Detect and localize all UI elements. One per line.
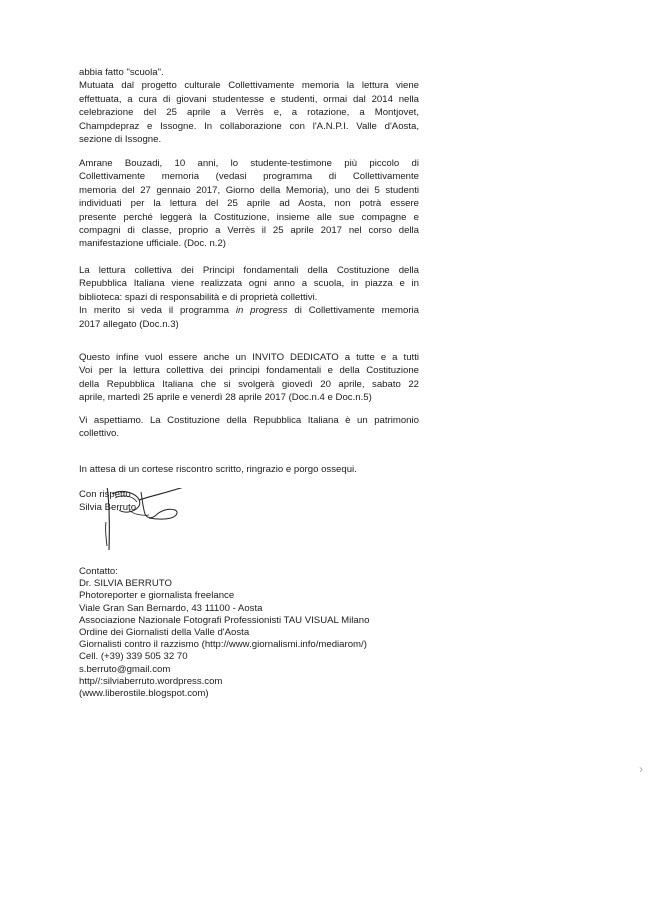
text-line: presente perché leggerà la Costituzione, insieme alle sue compagne e: [79, 211, 419, 223]
paragraph-collettivamente-memoria: [79, 66, 419, 146]
text-line: Mutuata dal progetto culturale Collettivamente memoria la lettura viene: [79, 80, 419, 92]
paragraph-closing: [79, 463, 419, 476]
contact-block: [79, 566, 499, 700]
text-line: Vi aspettiamo. La Costituzione della Repubblica Italiana è un patrimonio: [79, 415, 419, 426]
paragraph-amrane-bouzadi: [79, 157, 419, 251]
contact-name: Dr. SILVIA BERRUTO: [79, 578, 172, 590]
text-line: manifestazione ufficiale. (Doc. n.2): [79, 238, 226, 250]
scan-artifact-icon: ›: [639, 762, 643, 776]
text-line: Collettivamente memoria (vedasi programma di Collettivamente: [79, 171, 419, 183]
text-line: Voi per la lettura collettiva dei principi fondamentali e della Costituzione: [79, 365, 419, 377]
signature-name: Silvia Berruto: [79, 502, 137, 514]
contact-network: Giornalisti contro il razzismo (http://www.giornalismi.info/mediarom/): [79, 639, 367, 651]
text-line: Amrane Bouzadi, 10 anni, lo studente-testimone più piccolo di: [79, 158, 419, 169]
program-suffix: di Collettivamente memoria: [287, 305, 419, 317]
signature-block: [79, 488, 189, 554]
text-line: compagni di classe, proprio a Verrès il 25 aprile 2017 nel corso della: [79, 225, 419, 237]
text-line: aprile, martedì 25 aprile e venerdì 28 aprile 2017 (Doc.n.4 e Doc.n.5): [79, 392, 372, 404]
text-line: biblioteca: spazi di responsabilità e di proprietà collettivi.: [79, 291, 318, 303]
paragraph-invito-dedicato: [79, 351, 419, 405]
text-line: della Repubblica Italiana che si svolgerà giovedì 20 aprile, sabato 22: [79, 378, 419, 390]
text-line: abbia fatto "scuola".: [79, 67, 164, 78]
text-line: sezione di Issogne.: [79, 134, 162, 146]
text-line: In attesa di un cortese riscontro scritto, ringrazio e porgo ossequi.: [79, 464, 357, 475]
text-line: collettivo.: [79, 428, 119, 440]
contact-email: s.berruto@gmail.com: [79, 663, 171, 675]
text-line: memoria del 27 gennaio 2017, Giorno della Memoria), uno dei 5 studenti: [79, 184, 419, 196]
contact-heading: Contatto:: [79, 566, 118, 577]
text-line: celebrazione del 25 aprile a Verrès e, a rotazione, a Montjovet,: [79, 107, 419, 119]
text-line: Champdepraz e Issogne. In collaborazione con l'A.N.P.I. Valle d'Aosta,: [79, 120, 419, 132]
program-italic: in progress: [235, 305, 288, 317]
contact-website: (www.liberostile.blogspot.com): [79, 688, 209, 700]
contact-order: Ordine dei Giornalisti della Valle d'Aosta: [79, 627, 250, 639]
text-line: La lettura collettiva dei Principi fondamentali della Costituzione della: [79, 265, 419, 276]
contact-association: Associazione Nazionale Fotografi Professionisti TAU VISUAL Milano: [79, 614, 370, 626]
program-reference-line: [79, 304, 419, 317]
text-line: Repubblica Italiana viene realizzata ogni anno a scuola, in piazza e in: [79, 278, 419, 290]
paragraph-lettura-collettiva: [79, 264, 419, 331]
text-line: effettuata, a cura di giovani studentesse e studenti, ormai dal 2014 nella: [79, 93, 419, 105]
contact-blog: http//:silviaberruto.wordpress.com: [79, 675, 223, 687]
paragraph-vi-aspettiamo: [79, 414, 419, 441]
text-line: 2017 allegato (Doc.n.3): [79, 318, 179, 330]
contact-address: Viale Gran San Bernardo, 43 11100 - Aosta: [79, 602, 263, 614]
program-prefix: In merito si veda il programma: [79, 305, 236, 317]
signature-closing: Con rispetto: [79, 489, 131, 500]
handwritten-signature-icon: [79, 488, 189, 554]
text-line: individuati per la lettura del 25 aprile ad Aosta, non potrà essere: [79, 198, 419, 210]
contact-role: Photoreporter e giornalista freelance: [79, 590, 235, 602]
text-line: Questo infine vuol essere anche un INVITO DEDICATO a tutte e a tutti: [79, 352, 419, 363]
contact-phone: Cell. (+39) 339 505 32 70: [79, 651, 188, 663]
